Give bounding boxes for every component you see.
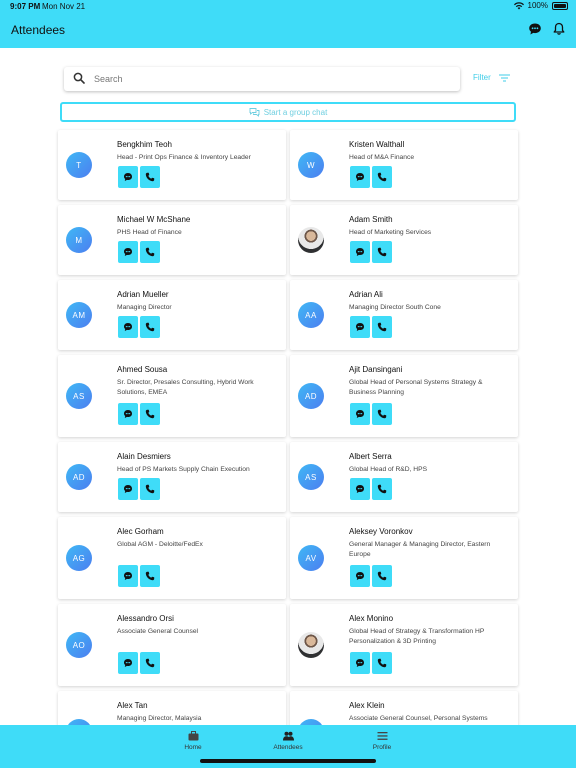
attendee-card[interactable]	[290, 442, 518, 512]
attendee-name[interactable]: Alain Desmiers	[117, 452, 171, 461]
chat-bubble-icon	[123, 247, 133, 257]
group-chat-icon	[249, 107, 260, 117]
attendee-card[interactable]	[290, 355, 518, 437]
attendee-name[interactable]: Bengkhim Teoh	[117, 140, 172, 149]
attendee-role: Managing Director, Malaysia	[117, 715, 202, 722]
attendee-actions	[350, 478, 392, 500]
call-button[interactable]	[140, 403, 160, 425]
attendee-actions	[118, 241, 160, 263]
attendee-actions	[118, 316, 160, 338]
call-button[interactable]	[372, 241, 392, 263]
call-button[interactable]	[372, 478, 392, 500]
attendee-card[interactable]	[290, 691, 518, 725]
chat-bubble-icon	[355, 172, 365, 182]
search-bar[interactable]	[64, 67, 460, 91]
attendee-actions	[118, 403, 160, 425]
attendee-card[interactable]	[58, 205, 286, 275]
chat-bubble-icon	[123, 484, 133, 494]
avatar[interactable]: AD	[298, 383, 324, 409]
call-button[interactable]	[140, 565, 160, 587]
attendee-name[interactable]: Aleksey Voronkov	[349, 527, 413, 536]
status-date: Mon Nov 21	[42, 2, 86, 11]
start-group-chat-button[interactable]	[60, 102, 516, 122]
attendee-actions	[350, 565, 392, 587]
attendee-actions	[350, 166, 392, 188]
message-button[interactable]	[350, 241, 370, 263]
message-button[interactable]	[350, 316, 370, 338]
call-button[interactable]	[140, 241, 160, 263]
attendee-card[interactable]	[58, 604, 286, 686]
message-button[interactable]	[350, 403, 370, 425]
avatar[interactable]: AS	[298, 464, 324, 490]
message-button[interactable]	[118, 565, 138, 587]
attendee-role: Global Head of Strategy & Transformation HP Personalization & 3D Printing	[349, 628, 485, 646]
chat-bubble-icon	[355, 571, 365, 581]
attendee-role: Global Head of R&D, HPS	[349, 466, 428, 473]
attendee-role: General Manager & Managing Director, Eastern Europe	[349, 541, 491, 559]
message-button[interactable]	[118, 652, 138, 674]
tab-home[interactable]	[163, 731, 223, 751]
attendee-role: Global AGM - Deloitte/FedEx	[117, 541, 203, 548]
attendee-card[interactable]	[58, 517, 286, 599]
attendee-name[interactable]: Alessandro Orsi	[117, 614, 174, 623]
attendee-actions	[350, 316, 392, 338]
attendee-role: Head of PS Markets Supply Chain Execution	[117, 466, 250, 473]
battery-percent: 100%	[527, 1, 548, 10]
attendee-actions	[350, 241, 392, 263]
chat-bubble-icon	[355, 322, 365, 332]
attendee-name[interactable]: Alex Monino	[349, 614, 394, 623]
avatar[interactable]: M	[66, 227, 92, 253]
phone-icon	[145, 322, 155, 332]
chat-bubble-icon	[355, 658, 365, 668]
nav-bar	[0, 13, 576, 48]
attendee-actions	[118, 478, 160, 500]
status-bar	[0, 0, 576, 13]
tab-attendees[interactable]	[258, 731, 318, 751]
attendee-name[interactable]: Alec Gorham	[117, 527, 164, 536]
attendee-actions	[118, 652, 160, 674]
attendee-card[interactable]	[58, 691, 286, 725]
avatar[interactable]: T	[66, 152, 92, 178]
chat-bubble-icon	[355, 409, 365, 419]
call-button[interactable]	[140, 652, 160, 674]
attendee-card[interactable]	[58, 442, 286, 512]
attendee-card[interactable]	[58, 280, 286, 350]
avatar[interactable]: AM	[66, 302, 92, 328]
chat-bubble-icon	[123, 322, 133, 332]
call-button[interactable]	[140, 166, 160, 188]
avatar[interactable]	[298, 632, 324, 658]
attendee-name[interactable]: Michael W McShane	[117, 215, 191, 224]
status-time: 9:07 PM	[10, 2, 41, 11]
battery-icon	[552, 2, 568, 10]
search-icon	[73, 72, 85, 84]
chat-bubble-icon	[123, 172, 133, 182]
phone-icon	[377, 571, 387, 581]
attendee-name[interactable]: Adrian Mueller	[117, 290, 169, 299]
attendee-role: Head of Marketing Services	[349, 229, 432, 236]
attendee-role: Head - Print Ops Finance & Inventory Leader	[117, 154, 251, 161]
phone-icon	[145, 658, 155, 668]
filter-label: Filter	[473, 73, 491, 82]
avatar[interactable]: AA	[298, 302, 324, 328]
search-input[interactable]: Search	[94, 74, 123, 84]
tab-attendees-label: Attendees	[273, 744, 303, 751]
group-chat-label: Start a group chat	[263, 107, 328, 117]
phone-icon	[377, 484, 387, 494]
attendee-name[interactable]: Albert Serra	[349, 452, 392, 461]
attendee-actions	[350, 403, 392, 425]
chat-bubble-icon	[355, 484, 365, 494]
briefcase-icon	[188, 731, 199, 741]
attendee-card[interactable]	[58, 130, 286, 200]
phone-icon	[145, 172, 155, 182]
message-button[interactable]	[350, 652, 370, 674]
phone-icon	[145, 484, 155, 494]
attendee-name[interactable]: Adam Smith	[349, 215, 393, 224]
attendee-card[interactable]	[290, 280, 518, 350]
avatar[interactable]: AD	[66, 464, 92, 490]
attendee-name[interactable]: Kristen Walthall	[349, 140, 405, 149]
people-icon	[283, 731, 294, 741]
avatar[interactable]: AO	[66, 632, 92, 658]
wifi-icon	[514, 2, 524, 10]
call-button[interactable]	[372, 565, 392, 587]
avatar[interactable]: AV	[298, 545, 324, 571]
message-button[interactable]	[350, 478, 370, 500]
attendee-role: Associate General Counsel, Personal Systems	[349, 715, 488, 722]
status-right	[514, 1, 568, 10]
phone-icon	[145, 247, 155, 257]
attendee-card[interactable]	[290, 130, 518, 200]
attendee-role: Global Head of Personal Systems Strategy & Business Planning	[349, 379, 483, 397]
attendee-role: Associate General Counsel	[117, 628, 199, 635]
phone-icon	[377, 409, 387, 419]
avatar[interactable]: AS	[66, 383, 92, 409]
call-button[interactable]	[140, 316, 160, 338]
message-button[interactable]	[118, 478, 138, 500]
phone-icon	[145, 409, 155, 419]
message-button[interactable]	[118, 241, 138, 263]
attendee-card[interactable]	[58, 355, 286, 437]
tab-profile[interactable]	[352, 731, 412, 751]
call-button[interactable]	[372, 652, 392, 674]
filter-icon	[499, 74, 510, 82]
chat-bubble-icon[interactable]	[528, 22, 542, 36]
chat-bubble-icon	[123, 409, 133, 419]
main-content[interactable]	[0, 48, 576, 725]
avatar[interactable]: W	[298, 152, 324, 178]
call-button[interactable]	[372, 316, 392, 338]
menu-icon	[377, 731, 388, 741]
phone-icon	[377, 658, 387, 668]
attendee-role: PHS Head of Finance	[117, 229, 182, 236]
attendee-role: Managing Director	[117, 304, 172, 311]
attendee-role: Head of M&A Finance	[349, 154, 415, 161]
attendee-name[interactable]: Ahmed Sousa	[117, 365, 168, 374]
message-button[interactable]	[118, 316, 138, 338]
phone-icon	[377, 322, 387, 332]
chat-bubble-icon	[355, 247, 365, 257]
call-button[interactable]	[372, 403, 392, 425]
message-button[interactable]	[350, 166, 370, 188]
attendee-card[interactable]	[290, 517, 518, 599]
phone-icon	[145, 571, 155, 581]
attendee-name[interactable]: Ajit Dansingani	[349, 365, 403, 374]
message-button[interactable]	[350, 565, 370, 587]
attendee-name[interactable]: Adrian Ali	[349, 290, 383, 299]
attendee-role: Managing Director South Cone	[349, 304, 441, 311]
page-title: Attendees	[11, 23, 66, 37]
message-button[interactable]	[118, 166, 138, 188]
tab-home-label: Home	[184, 744, 202, 751]
attendee-actions	[350, 652, 392, 674]
phone-icon	[377, 247, 387, 257]
tab-profile-label: Profile	[372, 744, 392, 751]
avatar[interactable]	[298, 227, 324, 253]
message-button[interactable]	[118, 403, 138, 425]
call-button[interactable]	[372, 166, 392, 188]
avatar[interactable]: AG	[66, 545, 92, 571]
chat-bubble-icon	[123, 658, 133, 668]
attendee-actions	[118, 166, 160, 188]
bell-icon[interactable]	[552, 22, 566, 36]
attendee-name[interactable]: Alex Klein	[349, 701, 385, 710]
attendee-grid	[58, 130, 518, 725]
filter-button[interactable]	[473, 73, 510, 82]
attendee-name[interactable]: Alex Tan	[117, 701, 148, 710]
attendee-role: Sr. Director, Presales Consulting, Hybrid Work Solutions, EMEA	[117, 379, 254, 397]
home-indicator	[200, 759, 376, 763]
phone-icon	[377, 172, 387, 182]
attendee-actions	[118, 565, 160, 587]
attendee-card[interactable]	[290, 205, 518, 275]
call-button[interactable]	[140, 478, 160, 500]
attendee-card[interactable]	[290, 604, 518, 686]
chat-bubble-icon	[123, 571, 133, 581]
